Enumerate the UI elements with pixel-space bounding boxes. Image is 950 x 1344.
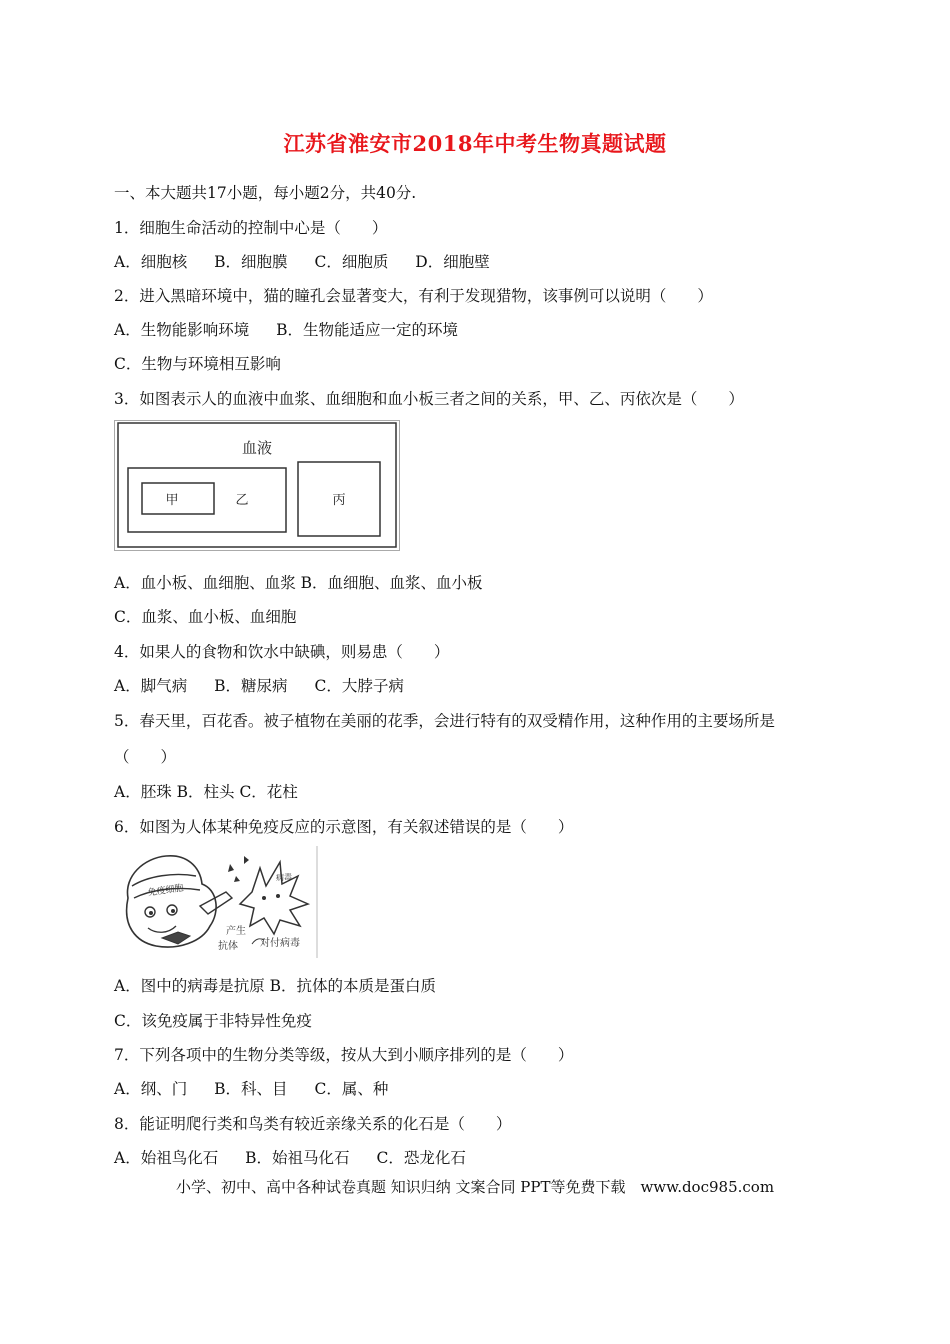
question-4-options [114,676,426,696]
question-3-options-line1: A．血小板、血细胞、血浆 B．血细胞、血浆、血小板 [114,574,483,592]
blood-diagram [114,420,400,551]
option-a: A．脚气病 [114,677,188,695]
option-b: B．始祖马化石 [245,1149,350,1167]
virus-label: 病毒 [276,873,292,882]
immune-cell-label: 免疫细胞 [147,883,185,899]
option-c: C．属、种 [314,1080,389,1098]
antibody-label: 抗体 [218,941,238,952]
option-c: C．大脖子病 [314,677,404,695]
question-2-options-line1 [114,320,480,340]
option-c: C．恐龙化石 [376,1149,466,1167]
question-6-options-line1: A．图中的病毒是抗原 B．抗体的本质是蛋白质 [114,977,437,995]
option-b: B．生物能适应一定的环境 [276,321,459,339]
question-7-stem: 7．下列各项中的生物分类等级，按从大到小顺序排列的是（ ） [114,1046,574,1064]
produce-label: 产生 [226,926,246,937]
question-3-options-line2: C．血浆、血小板、血细胞 [114,608,297,626]
option-d: D．细胞壁 [415,253,490,271]
page-title: 江苏省淮安市2018年中考生物真题试题 [283,131,667,156]
bing-label: 丙 [332,493,346,508]
blood-composition-figure [114,420,400,551]
question-8-stem: 8．能证明爬行类和鸟类有较近亲缘关系的化石是（ ） [114,1115,512,1133]
question-1-options [114,252,512,272]
question-6-stem: 6．如图为人体某种免疫反应的示意图，有关叙述错误的是（ ） [114,818,574,836]
jia-label: 甲 [165,493,179,508]
yi-label: 乙 [235,493,249,508]
option-a: A．纲、门 [114,1080,188,1098]
page-footer: 小学、初中、高中各种试卷真题 知识归纳 文案合同 PPT等免费下载 www.doc985.com [175,1178,775,1196]
question-6-options-line2: C．该免疫属于非特异性免疫 [114,1012,312,1030]
question-1-stem: 1．细胞生命活动的控制中心是（ ） [114,219,388,237]
action-label: 对付病毒 [260,938,300,949]
question-5-options: A．胚珠 B．柱头 C．花柱 [114,783,298,801]
section-header: 一、本大题共17小题，每小题2分，共40分. [114,184,417,202]
question-5-stem-cont: （ ） [114,748,177,766]
option-b: B．科、目 [214,1080,288,1098]
option-a: A．始祖鸟化石 [114,1149,219,1167]
question-7-options [114,1079,410,1099]
blood-label: 血液 [241,439,273,457]
question-3-stem: 3．如图表示人的血液中血浆、血细胞和血小板三者之间的关系，甲、乙、丙依次是（ ） [114,390,744,408]
question-2-stem: 2．进入黑暗环境中，猫的瞳孔会显著变大，有利于发现猎物，该事例可以说明（ ） [114,287,713,305]
question-4-stem: 4．如果人的食物和饮水中缺碘，则易患（ ） [114,643,450,661]
immune-response-figure [114,846,318,958]
option-a: A．细胞核 [114,253,188,271]
option-b: B．细胞膜 [214,253,288,271]
option-c: C．细胞质 [314,253,389,271]
immune-sketch [114,846,318,958]
question-8-options [114,1148,488,1168]
question-2-options-line2: C．生物与环境相互影响 [114,355,281,373]
option-a: A．生物能影响环境 [114,321,250,339]
option-b: B．糖尿病 [214,677,288,695]
question-5-stem: 5．春天里，百花香。被子植物在美丽的花季，会进行特有的双受精作用，这种作用的主要场所是 [114,712,775,730]
